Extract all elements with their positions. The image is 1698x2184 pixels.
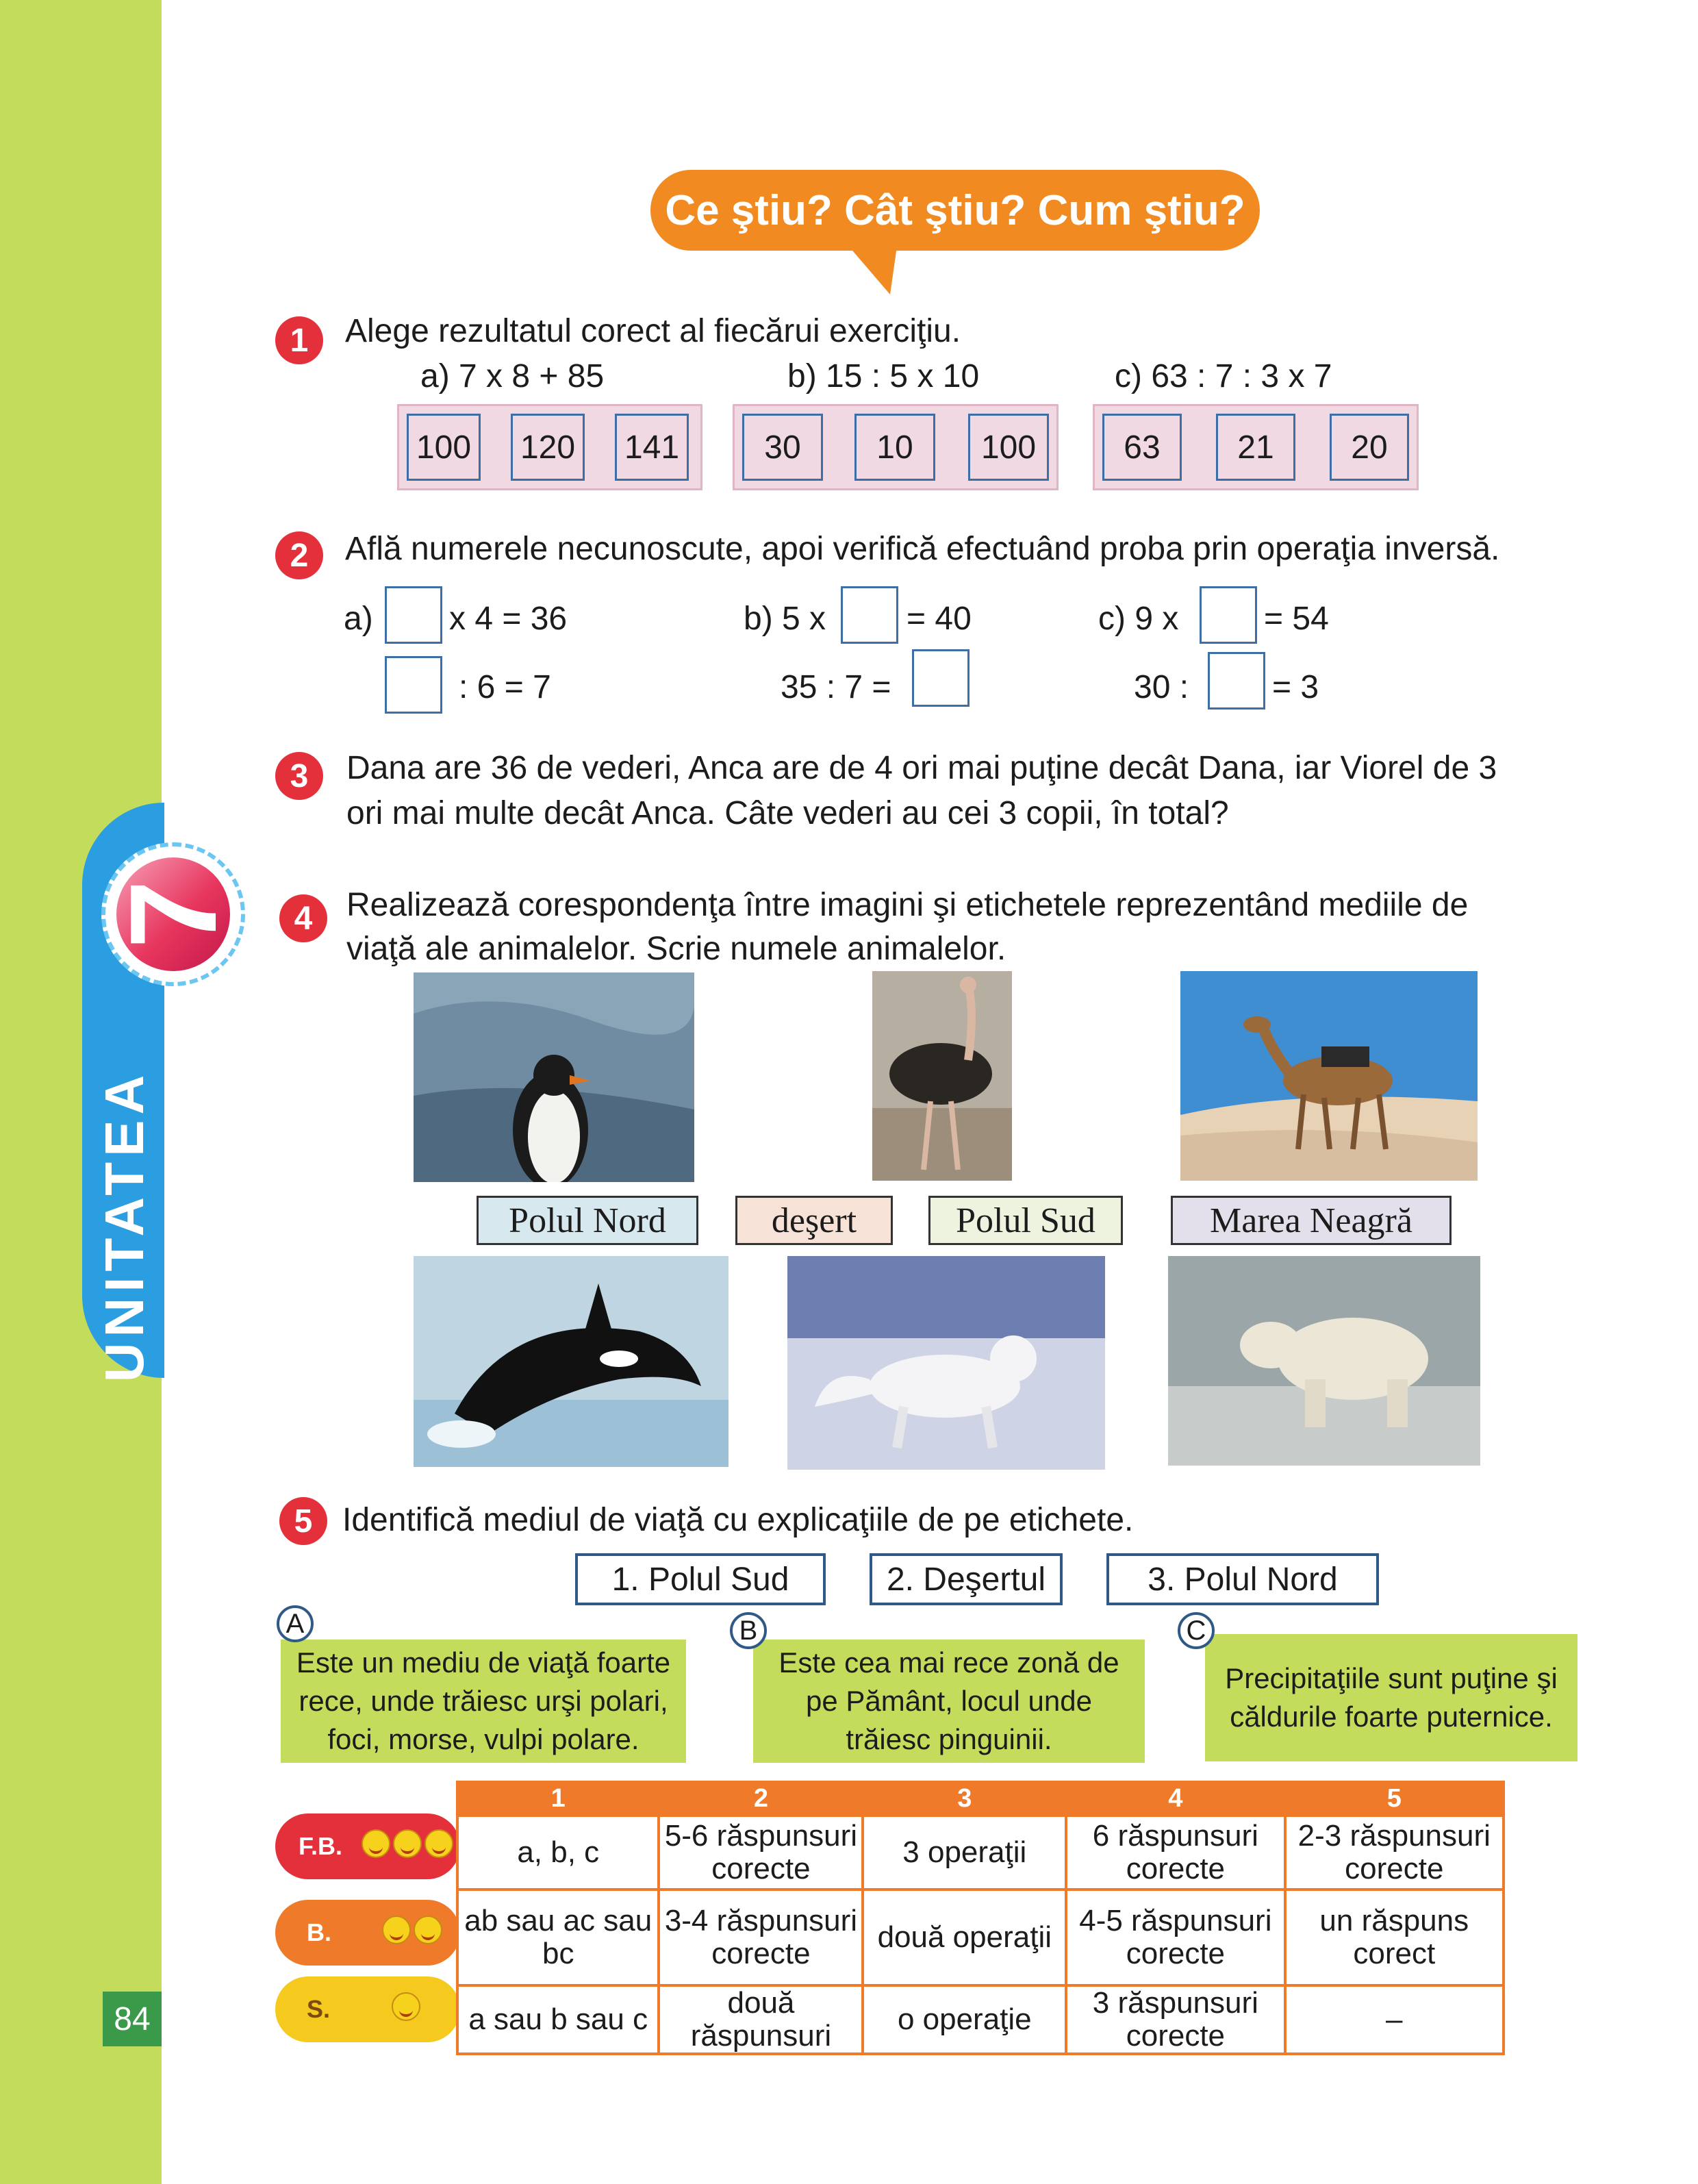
level-b: B. (275, 1900, 460, 1966)
title-bubble: Ce ştiu? Cât ştiu? Cum ştiu? (650, 170, 1260, 251)
smile-icon (382, 1916, 411, 1944)
exercise-1-number: 1 (275, 316, 323, 364)
unit-label: UNITATEA (94, 1069, 155, 1383)
arctic-fox-photo (787, 1256, 1105, 1470)
tag-desertul[interactable]: 2. Deşertul (870, 1553, 1063, 1605)
table-cell: a, b, c (457, 1816, 659, 1890)
smile-icon (424, 1829, 453, 1858)
blank-2b-1[interactable] (841, 586, 898, 644)
penguin-photo (414, 972, 694, 1182)
exercise-5-text: Identifică mediul de viaţă cu explicaţiile de pe etichete. (342, 1502, 1134, 1538)
card-c[interactable]: Precipitaţiile sunt puţine şi căldurile foarte puternice. (1205, 1634, 1577, 1761)
exercise-1-text: Alege rezultatul corect al fiecărui exerciţiu. (345, 313, 961, 349)
exercise-3-line1: Dana are 36 de vederi, Anca are de 4 ori mai puţine decât Dana, iar Viorel de 3 (346, 750, 1497, 786)
card-b-letter: B (730, 1612, 767, 1649)
table-cell: 3 răspunsuri corecte (1066, 1985, 1284, 2054)
tag-polul-sud[interactable]: 1. Polul Sud (575, 1553, 826, 1605)
col-header-2: 2 (659, 1782, 863, 1816)
exercise-5-number: 5 (279, 1497, 327, 1545)
orca-photo (414, 1256, 728, 1467)
exercise-2-text: Află numerele necunoscute, apoi verifică efectuând proba prin operaţia inversă. (345, 531, 1500, 567)
blank-2a-1[interactable] (385, 586, 442, 644)
blank-2c-1[interactable] (1200, 586, 1257, 644)
ex2-c-label: c) 9 x (1098, 601, 1179, 637)
smile-icon (362, 1829, 390, 1858)
level-s: S. (275, 1976, 460, 2042)
choice-1c-3[interactable]: 20 (1330, 414, 1409, 481)
ex2-c-eq2: 30 : (1134, 669, 1189, 705)
level-fb: F.B. (275, 1813, 460, 1879)
ex2-a-eq1: x 4 = 36 (449, 601, 568, 637)
table-cell: ab sau ac sau bc (457, 1890, 659, 1985)
evaluation-table (456, 1781, 1505, 2055)
ex2-b-eq1: = 40 (907, 601, 972, 637)
tag-polul-nord[interactable]: 3. Polul Nord (1106, 1553, 1379, 1605)
choice-1b-3[interactable]: 100 (968, 414, 1049, 481)
unit-number-badge (101, 842, 245, 986)
table-cell: – (1285, 1985, 1504, 2054)
ex2-c-eq1: = 54 (1264, 601, 1329, 637)
card-a-letter: A (277, 1605, 314, 1642)
ex2-c-eq3: = 3 (1272, 669, 1319, 705)
card-b[interactable]: Este cea mai rece zonă de pe Pământ, locul unde trăiesc pinguinii. (753, 1640, 1145, 1763)
label-marea-neagra[interactable]: Marea Neagră (1171, 1196, 1452, 1245)
table-cell: două operaţii (863, 1890, 1066, 1985)
col-header-5: 5 (1285, 1782, 1504, 1816)
table-cell: a sau b sau c (457, 1985, 659, 2054)
ex2-b-label: b) 5 x (744, 601, 826, 637)
choice-1a-3[interactable]: 141 (615, 414, 689, 481)
choice-1b-1[interactable]: 30 (742, 414, 823, 481)
camel-photo (1180, 971, 1478, 1181)
exercise-1c-expr: c) 63 : 7 : 3 x 7 (1115, 358, 1332, 394)
smile-icon (392, 1992, 420, 2021)
ex2-a-label: a) (344, 601, 373, 637)
table-cell: 5-6 răspunsuri corecte (659, 1816, 863, 1890)
table-cell: 4-5 răspunsuri corecte (1066, 1890, 1284, 1985)
polar-bear-photo (1168, 1256, 1480, 1466)
card-a[interactable]: Este un mediu de viaţă foarte rece, unde trăiesc urşi polari, foci, morse, vulpi polare. (281, 1640, 686, 1763)
exercise-3-number: 3 (275, 752, 323, 800)
bubble-tail (849, 247, 911, 301)
exercise-1a-expr: a) 7 x 8 + 85 (420, 358, 605, 394)
ex2-a-eq2: : 6 = 7 (459, 669, 551, 705)
label-polul-nord[interactable]: Polul Nord (477, 1196, 698, 1245)
table-cell: 3-4 răspunsuri corecte (659, 1890, 863, 1985)
blank-2a-2[interactable] (385, 656, 442, 714)
exercise-1b-expr: b) 15 : 5 x 10 (787, 358, 980, 394)
table-row (457, 1985, 1504, 2054)
unit-number: 7 (104, 879, 242, 949)
table-cell: 6 răspunsuri corecte (1066, 1816, 1284, 1890)
blank-2b-2[interactable] (912, 649, 970, 707)
col-header-4: 4 (1066, 1782, 1284, 1816)
table-cell: două răspunsuri (659, 1985, 863, 2054)
choice-1b-2[interactable]: 10 (854, 414, 935, 481)
exercise-4-number: 4 (279, 894, 327, 942)
col-header-1: 1 (457, 1782, 659, 1816)
ostrich-photo (872, 971, 1012, 1181)
blank-2c-2[interactable] (1208, 652, 1265, 710)
label-desert[interactable]: deşert (735, 1196, 893, 1245)
choice-1c-1[interactable]: 63 (1102, 414, 1182, 481)
card-c-letter: C (1178, 1612, 1215, 1649)
exercise-4-line1: Realizează corespondenţa între imagini şi etichetele reprezentând mediile de (346, 887, 1469, 923)
smile-icon (414, 1916, 442, 1944)
ex2-b-eq2: 35 : 7 = (781, 669, 891, 705)
choice-1c-2[interactable]: 21 (1216, 414, 1295, 481)
smile-icon (393, 1829, 422, 1858)
exercise-3-line2: ori mai multe decât Anca. Câte vederi au cei 3 copii, în total? (346, 795, 1229, 831)
table-cell: o operaţie (863, 1985, 1066, 2054)
table-cell: 2-3 răspunsuri corecte (1285, 1816, 1504, 1890)
choice-1a-2[interactable]: 120 (511, 414, 585, 481)
label-polul-sud[interactable]: Polul Sud (928, 1196, 1123, 1245)
table-cell: 3 operaţii (863, 1816, 1066, 1890)
table-row (457, 1890, 1504, 1985)
exercise-2-number: 2 (275, 531, 323, 579)
choice-1a-1[interactable]: 100 (407, 414, 481, 481)
page-number: 84 (103, 1992, 162, 2046)
col-header-3: 3 (863, 1782, 1066, 1816)
exercise-4-line2: viaţă ale animalelor. Scrie numele animalelor. (346, 931, 1006, 967)
table-row (457, 1816, 1504, 1890)
table-cell: un răspuns corect (1285, 1890, 1504, 1985)
